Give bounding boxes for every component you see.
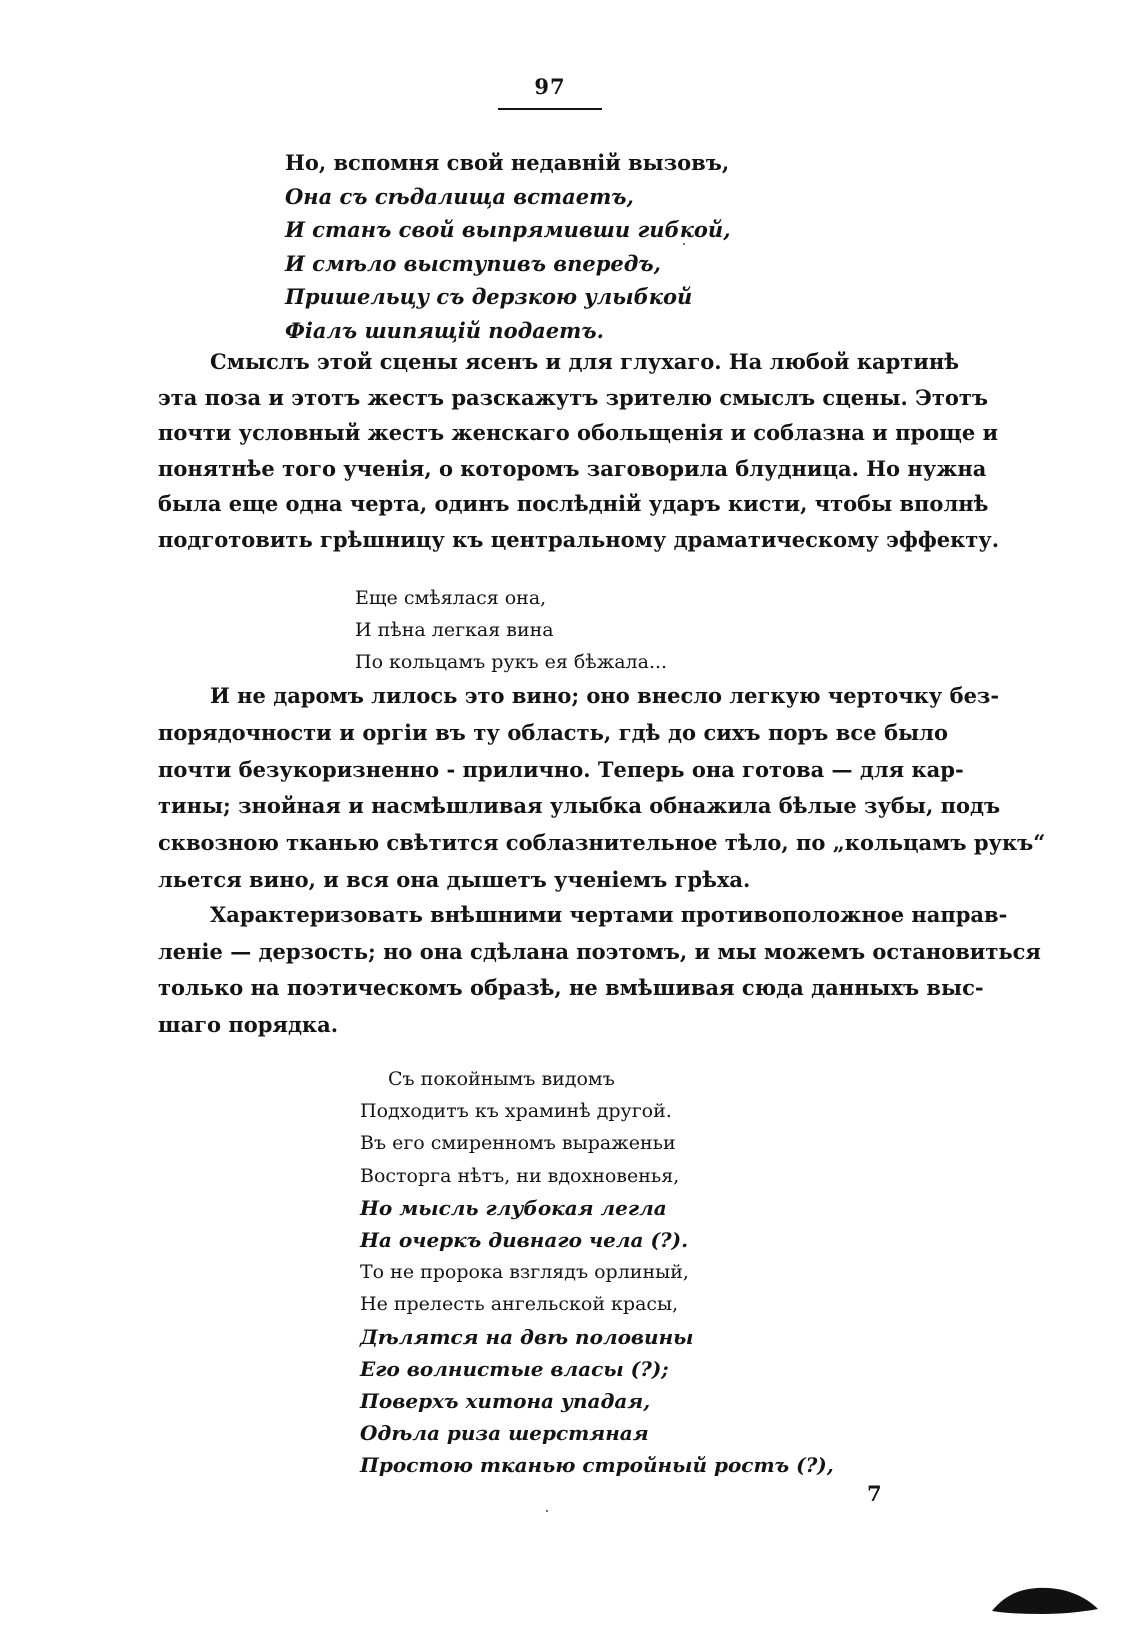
verse-line: Его волнистые власы (?); — [360, 1356, 669, 1381]
verse-line: И смѣло выступивъ впередъ, — [285, 250, 661, 276]
prose-line: сквозною тканью свѣтится соблазнительное тѣло, по „кольцамъ рукъ“ — [158, 830, 1046, 856]
header-rule — [498, 108, 602, 110]
verse-line: Поверхъ хитона упадая, — [360, 1388, 651, 1413]
verse-line: Пришельцу съ дерзкою улыбкой — [285, 284, 693, 310]
paper-speck — [683, 243, 685, 245]
verse-line: То не пророка взглядъ орлиный, — [360, 1261, 689, 1284]
prose-line: только на поэтическомъ образѣ, не вмѣшивая сюда данныхъ выс- — [158, 975, 984, 1000]
prose-line: почти безукоризненно - прилично. Теперь она готова — для кар- — [158, 756, 964, 782]
printer-signature-mark: 7 — [867, 1481, 882, 1506]
verse-quotation-1 — [285, 146, 731, 348]
verse-line: Простою тканью стройный ростъ (?), — [360, 1453, 834, 1478]
verse-line: Фіалъ шипящій подаетъ. — [285, 317, 604, 343]
prose-line: была еще одна черта, одинъ послѣдній ударъ кисти, чтобы вполнѣ — [158, 491, 989, 516]
verse-line: Еще смѣялася она, — [355, 587, 547, 609]
verse-line: И станъ свой выпрямивши гибкой, — [285, 217, 731, 243]
verse-quotation-2 — [355, 582, 667, 678]
prose-line: порядочности и оргіи въ ту область, гдѣ до сихъ поръ все было — [158, 719, 948, 745]
prose-line: И не даромъ лилось это вино; оно внесло легкую черточку без- — [210, 683, 1000, 708]
verse-line: Но мысль глубокая легла — [360, 1195, 667, 1220]
verse-line: Она съ сѣдалища встаетъ, — [285, 183, 634, 209]
prose-line: тины; знойная и насмѣшливая улыбка обнажила бѣлые зубы, подъ — [158, 793, 1001, 819]
prose-paragraph-2 — [158, 678, 1046, 899]
prose-line: эта поза и этотъ жестъ разскажутъ зрителю смыслъ сцены. Этотъ — [158, 384, 988, 410]
prose-paragraph-1 — [158, 344, 1000, 557]
verse-line: Не прелесть ангельской красы, — [360, 1293, 679, 1316]
verse-line: Одѣла риза шерстяная — [360, 1421, 649, 1446]
page-number: 97 — [534, 74, 566, 99]
verse-quotation-3 — [360, 1063, 834, 1481]
prose-line: Характеризовать внѣшними чертами противоположное направ- — [210, 902, 1008, 927]
ink-blot-mark — [990, 1585, 1100, 1615]
prose-paragraph-3 — [158, 897, 1041, 1043]
prose-line: почти условный жестъ женскаго обольщенія и соблазна и проще и — [158, 420, 999, 445]
verse-line: По кольцамъ рукъ ея бѣжала... — [355, 651, 668, 673]
prose-line: шаго порядка. — [158, 1011, 339, 1037]
prose-line: подготовить грѣшницу къ центральному драматическому эффекту. — [158, 526, 1000, 552]
verse-line: Съ покойнымъ видомъ — [388, 1068, 615, 1090]
verse-line: Дѣлятся на двѣ половины — [360, 1324, 694, 1349]
verse-line: На очеркъ дивнаго чела (?). — [360, 1227, 689, 1252]
prose-line: льется вино, и вся она дышетъ ученіемъ грѣха. — [158, 866, 751, 892]
prose-line: понятнѣе того ученія, о которомъ заговорила блудница. Но нужна — [158, 455, 987, 481]
prose-line: Смыслъ этой сцены ясенъ и для глухаго. На любой картинѣ — [210, 349, 959, 374]
verse-line: Восторга нѣтъ, ни вдохновенья, — [360, 1164, 680, 1187]
prose-line: леніе — дерзость; но она сдѣлана поэтомъ, и мы можемъ остановиться — [158, 938, 1041, 964]
verse-line: И пѣна легкая вина — [355, 619, 554, 641]
paper-speck — [546, 1510, 548, 1512]
verse-line: Въ его смиренномъ выраженьи — [360, 1132, 676, 1155]
verse-line: Подходитъ къ храминѣ другой. — [360, 1100, 672, 1123]
verse-line: Но, вспомня свой недавній вызовъ, — [285, 150, 730, 175]
